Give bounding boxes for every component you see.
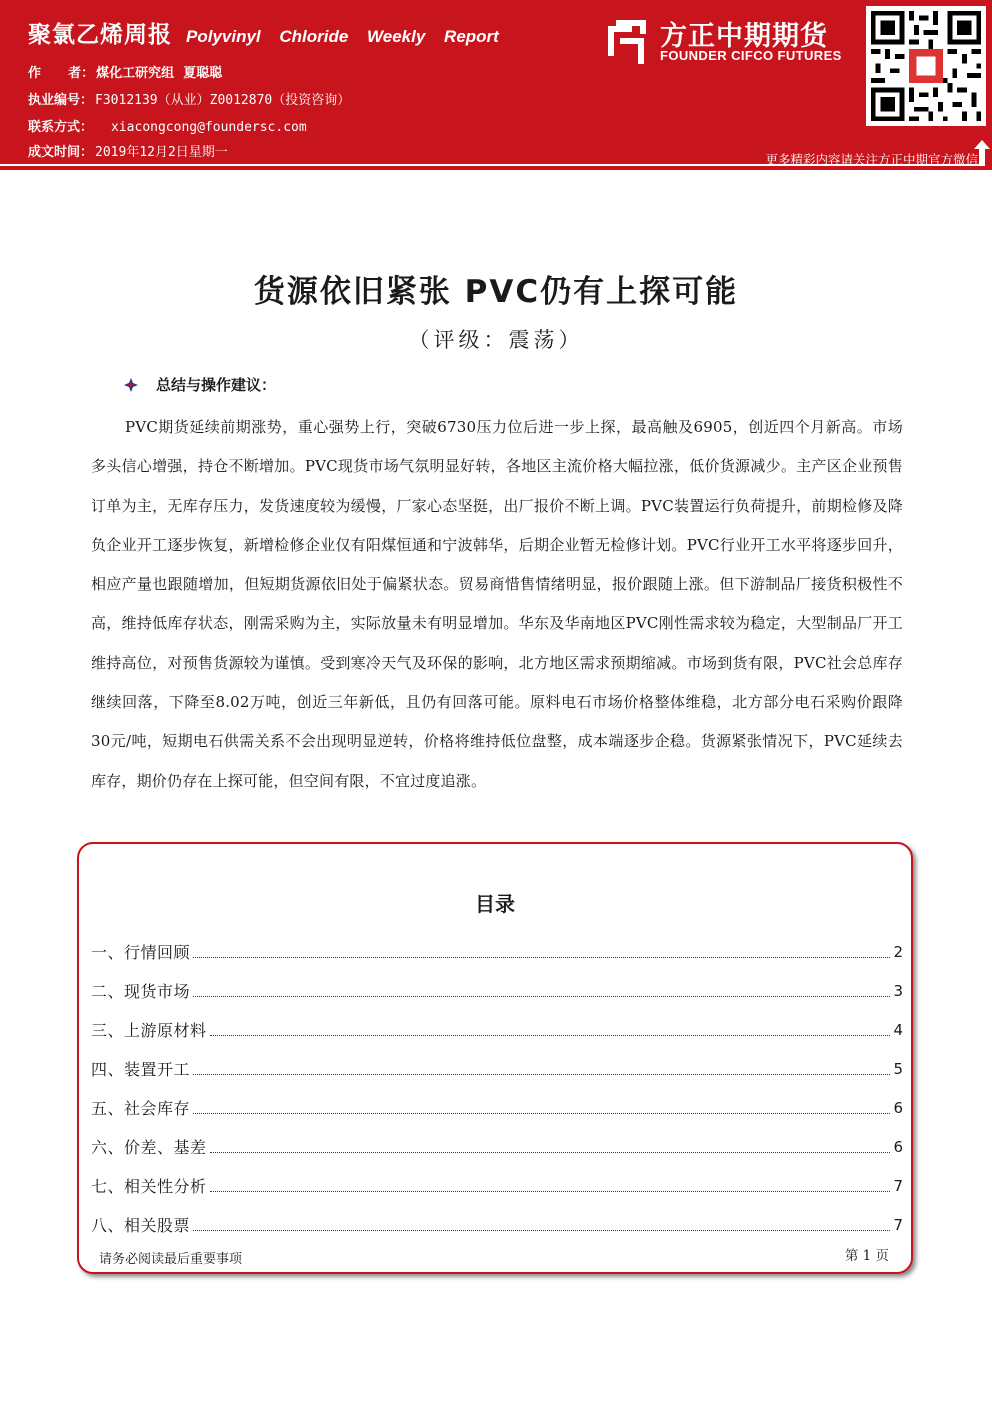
report-title: 货源依旧紧张 PVC仍有上探可能 (253, 274, 739, 310)
toc-leader-dots (210, 1035, 890, 1036)
license-line (28, 89, 350, 108)
toc-item-page: 7 (893, 1215, 903, 1234)
toc-title: 目录 (475, 892, 515, 916)
contact-email-link[interactable]: xiacongcong@foundersc.com (111, 120, 307, 135)
author-line (28, 62, 222, 81)
toc-item-page: 6 (893, 1137, 903, 1156)
founder-logo-icon (602, 16, 650, 64)
toc-item-label: 二、现货市场 (91, 982, 191, 1001)
date-label: 成文时间： (28, 145, 94, 160)
date-value: 2019年12月2日星期一 (95, 145, 228, 160)
toc-item-label: 六、价差、基差 (91, 1138, 207, 1157)
report-rating: （评级：震荡） (408, 328, 584, 352)
toc-item-label: 四、装置开工 (91, 1060, 191, 1079)
wechat-qr-code (866, 6, 986, 126)
table-of-contents (77, 842, 913, 1274)
toc-item-page: 4 (893, 1020, 903, 1039)
summary-heading-text: 总结与操作建议： (156, 376, 277, 394)
toc-item-label: 五、社会库存 (91, 1099, 191, 1118)
logo-name-en: FOUNDER CIFCO FUTURES (660, 48, 842, 63)
date-line (28, 141, 228, 160)
toc-leader-dots (193, 957, 890, 958)
toc-item-label: 七、相关性分析 (91, 1177, 207, 1196)
logo-name-cn: 方正中期期货 (660, 21, 828, 52)
toc-leader-dots (193, 1113, 890, 1114)
toc-item[interactable] (91, 1088, 903, 1127)
author-value: 煤化工研究组 夏聪聪 (96, 66, 223, 81)
company-logo (602, 14, 862, 66)
toc-item-label: 八、相关股票 (91, 1216, 191, 1235)
series-title-cn: 聚氯乙烯周报 (28, 22, 172, 48)
follow-wechat-text: 更多精彩内容请关注方正中期官方微信 (765, 152, 978, 167)
toc-leader-dots (193, 1230, 890, 1231)
qr-code-icon (866, 6, 986, 126)
toc-item-page: 2 (893, 942, 903, 961)
toc-item-page: 6 (893, 1098, 903, 1117)
toc-leader-dots (210, 1152, 890, 1153)
diamond-bullet-icon (124, 378, 138, 392)
toc-leader-dots (193, 1074, 890, 1075)
page-number: 第 1 页 (844, 1248, 889, 1264)
summary-paragraph: PVC期货延续前期涨势，重心强势上行，突破6730压力位后进一步上探，最高触及6905，创近四个月新高。市场多头信心增强，持仓不断增加。PVC现货市场气氛明显好转，各地区主流价格大幅拉涨，低价货源减少。主产区企业预售订单为主，无库存压力，发货速度较为缓慢，厂家心态坚挺，出厂报价不断上调。PVC装置运行负荷提升，前期检修及降负企业开工逐步恢复，新增检修企业仅有阳煤恒通和宁波韩华，后期企业暂无检修计划。PVC行业开工水平将逐步回升，相应产量也跟随增加，但短期货源依旧处于偏紧状态。贸易商惜售情绪明显，报价跟随上涨。但下游制品厂接货积极性不高，维持低库存状态，刚需采购为主，实际放量未有明显增加。华东及华南地区PVC刚性需求较为稳定，大型制品厂开工维持高位，对预售货源较为谨慎。受到寒冷天气及环保的影响，北方地区需求预期缩减。市场到货有限，PVC社会总库存继续回落，下降至8.02万吨，创近三年新低，且仍有回落可能。原料电石市场价格整体维稳，北方部分电石采购价跟降30元/吨，短期电石供需关系不会出现明显逆转，价格将维持低位盘整，成本端逐步企稳。货源紧张情况下，PVC延续去库存，期价仍存在上探可能，但空间有限，不宜过度追涨。 (91, 418, 903, 790)
disclaimer-note: 请务必阅读最后重要事项 (99, 1252, 243, 1267)
author-label: 作 者： (28, 66, 95, 81)
toc-item-page: 7 (893, 1176, 903, 1195)
toc-item-page: 3 (893, 981, 903, 1000)
toc-item[interactable] (91, 1205, 903, 1244)
toc-item[interactable] (91, 1010, 903, 1049)
toc-leader-dots (210, 1191, 890, 1192)
toc-item[interactable] (91, 1166, 903, 1205)
up-arrow-icon (974, 140, 990, 166)
license-label: 执业编号： (28, 93, 94, 108)
toc-item[interactable] (91, 1049, 903, 1088)
report-series-title (28, 16, 499, 50)
toc-item-label: 三、上游原材料 (91, 1021, 207, 1040)
report-header (0, 0, 992, 170)
license-value: F3012139（从业）Z0012870（投资咨询） (95, 93, 351, 108)
contact-label: 联系方式： (28, 120, 94, 135)
summary-heading (124, 374, 276, 395)
toc-item[interactable] (91, 1127, 903, 1166)
toc-leader-dots (193, 996, 890, 997)
toc-item-page: 5 (893, 1059, 903, 1078)
toc-item[interactable] (91, 971, 903, 1010)
toc-item-label: 一、行情回顾 (91, 943, 191, 962)
series-title-en: Polyvinyl Chloride Weekly Report (186, 27, 499, 46)
toc-list (91, 932, 903, 1244)
contact-line (28, 116, 307, 135)
toc-item[interactable] (91, 932, 903, 971)
